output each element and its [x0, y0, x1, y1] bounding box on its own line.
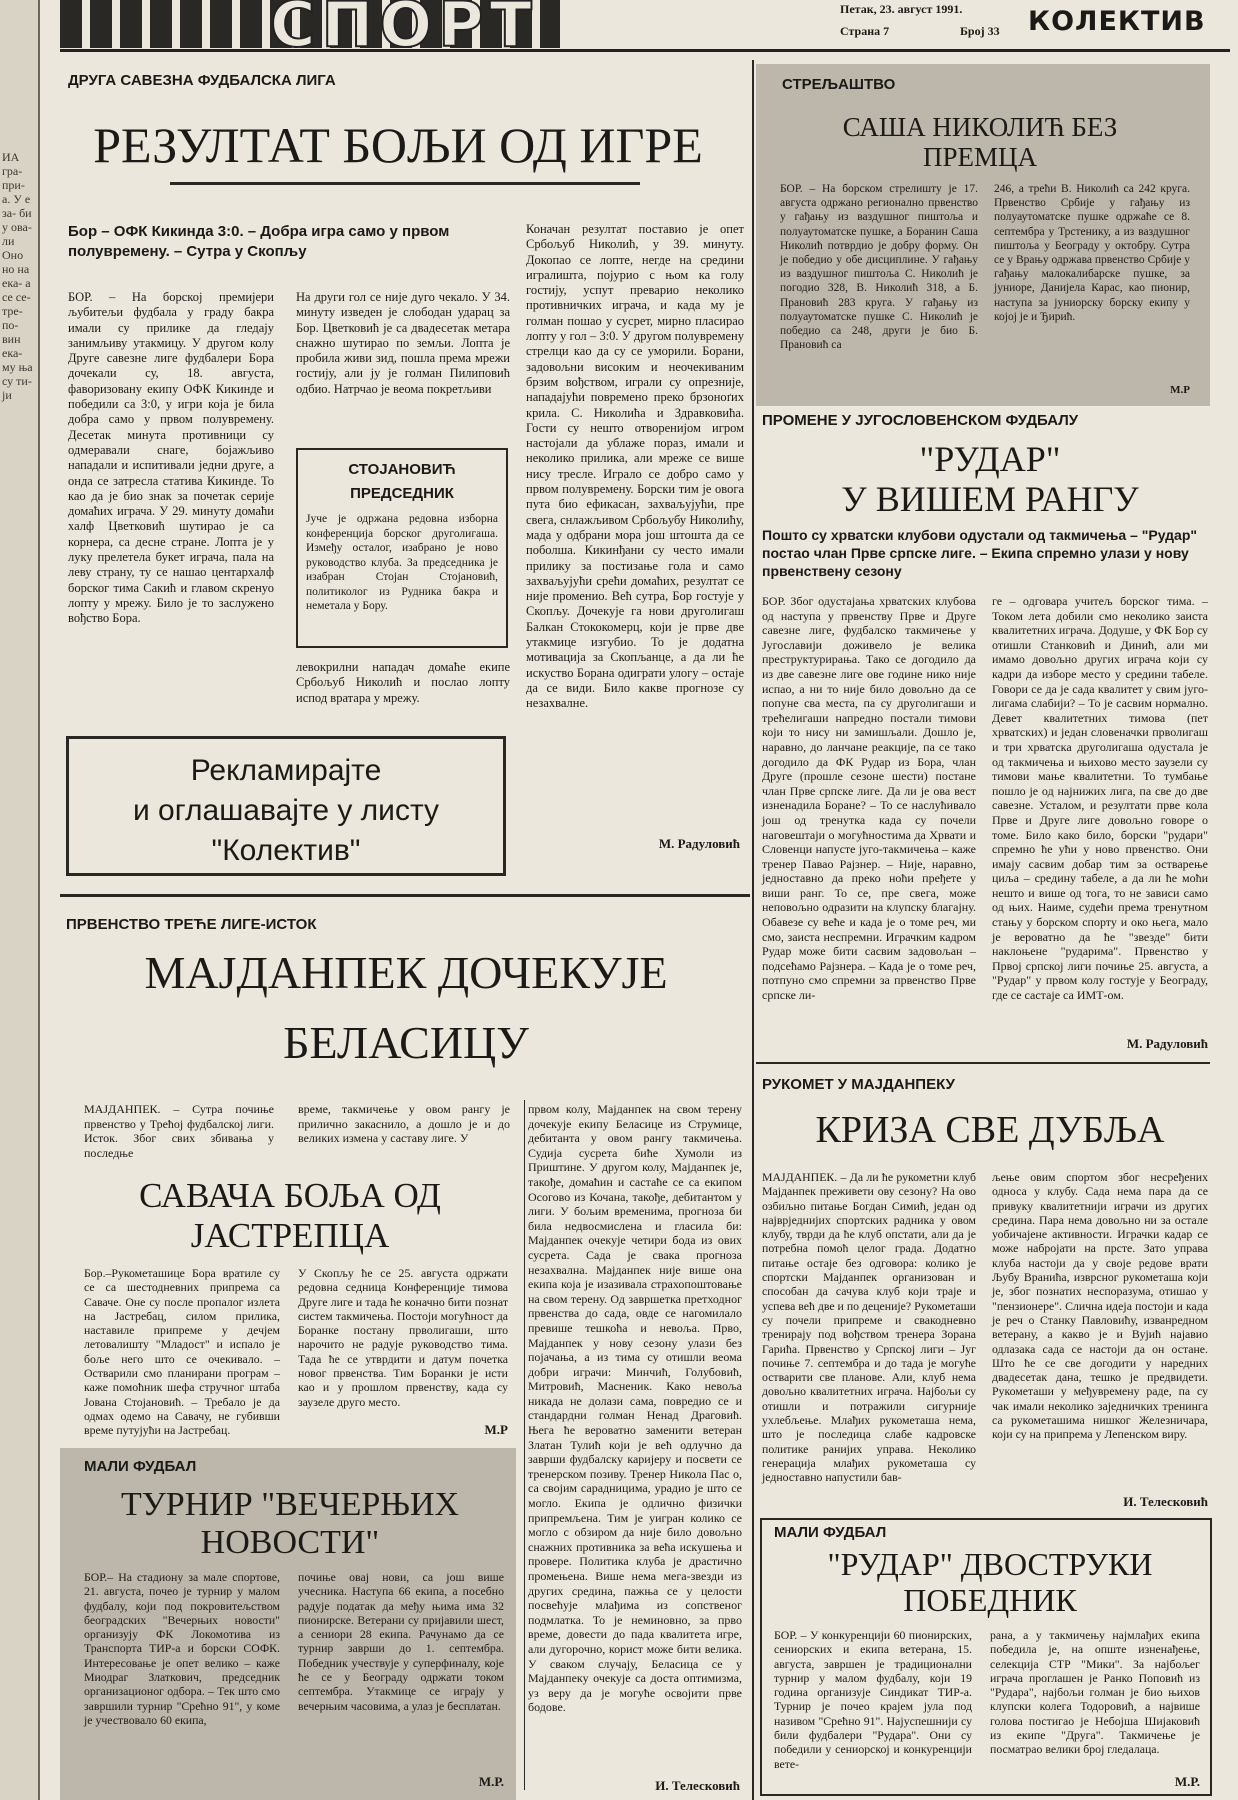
article6-signature: М.Р. [478, 1774, 504, 1789]
masthead [60, 0, 1230, 61]
article7-column-1: МАЈДАНПЕК. – Да ли ће рукометни клуб Мајданпек преживети ову сезону? На ово озбиљно питање Богдан Симић, један од најврједнијих спортских радника у овом клубу, тврди да ће клуб опстати, али да је потребна помоћ целог града. Додатно питање остаје без одговора: колико је спортски Мајданпек организован и способан да сачува клуб који траје и успева већ две и по деценије? Рукометаши су почели припреме и свакодневно тренирају под вођством тренера Зорана Гарића. Првенство у Српској лиги – Југ почиње 7. септембра и до тада је могуће остварити све планове. Али, клуб нема довољно квалитетних играча. Најбољи су отишли и потражили сигурније ухлебљење. Млађих рукометаша нема, што је последица слабе кадровске политике ранијих управа. Неколико генерација млађих рукометаша су једноставно напустили бав- [762, 1170, 976, 1485]
ad-line-1: Рекламирајте [190, 754, 382, 787]
article4-headline-2: БЕЛАСИЦУ [283, 1017, 529, 1068]
article3-deck: Пошто су хрватски клубови одустали од такмичења – "Рудар" постао члан Прве српске лиге. – Екипа спремно улази у нову првенствену сезону [762, 527, 1198, 580]
box-text: Јуче је одржана редовна изборна конференција борског друголигаша. Између осталог, изабрано је ново руководство клуба. За председника је изабран Стојан Стојановић, политиколог из Рудника бакра и неметала у Бору. [306, 513, 498, 612]
stojanovic-box [296, 448, 508, 648]
article2-signature: М.Р [1170, 384, 1190, 396]
article2-column-2: 246, а трећи В. Николић са 242 круга. Првенство Србије у гађању из полуаутоматске пушке одржаће се 8. септембра у Трстенику, а из ваздушног пиштоља у Београду у октобру. Сутра се у Врању одржава првенство Србије у гађању малокалибарске пушке, за јуниоре, Данијела Карас, као пионир, наступа за јуниорску борску екипу у којој је и Ђирић. [994, 183, 1190, 323]
article6-column-2: почиње овај нови, са још више учесника. Наступа 66 екипа, а посебно радује податак да међу њима има 32 пионирске. Ветерани су пријавили шест, а сениори 28 екипа. Рачунамо да се турнир заврши до 1. септембра. Победник учествује у суперфиналу, које ће се у Београду одржати током септембра. Утакмице се играју у вечерњим часовима, а улаз је бесплатан. [298, 1570, 504, 1713]
article6-headline-2: НОВОСТИ" [200, 1524, 380, 1561]
article8-kicker: МАЛИ ФУДБАЛ [774, 1524, 887, 1541]
article2-kicker: СТРЕЉАШТВО [782, 76, 896, 93]
column-rule [524, 1100, 525, 1790]
article5-column-2: У Скопљу ће се 25. августа одржати редовна седница Конференције тимова Друге лиге и тада ће коначно бити познат систем такмичења. Постоји могућност да Боранке постану прволигаши, што нарочито не радује руководство тима. Тада ће се утврдити и датум почетка новог првенства. Тим Боранки је исти као и у прошлом првенству, када су заузеле друго место. [298, 1266, 508, 1409]
article3-headline-2: У ВИШЕМ РАНГУ [841, 479, 1139, 519]
article4-column-1: МАЈДАНПЕК. – Сутра почиње првенство у Трећој фудбалској лиги. Исток. Због свих збивања у последње [84, 1102, 274, 1160]
article6-column-1: БОР.– На стадиону за мале спортове, 21. августа, почео је турнир у малом фудбалу, који под покровитељством београдских "Вечерњих новости" организују ФК Локомотива из Транспорта ТИР-а и борски СОФК. Интересовање је опет велико – каже Миодраг Златкович, председник организационог одбора. – Тек што смо завршили турнир "Срећно 91", у коме је учествовало 60 екипа, [84, 1570, 280, 1727]
article1-column-2b: левокрилни нападач домаће екипе Србољуб Николић и послао лопту испод вратара у мрежу. [296, 660, 510, 705]
article8-column-2: рана, а у такмичењу најмлађих екипа победила је, на општe изненађење, селекција СТР "Мики". За најбољег играча проглашен је Ранко Поповић из "Рудара", најбољи голман је био њихов клупски колега Тодоровић, а највише голова постигао је Небојша Шијаковић из екипе "Друга". Такмичење је посматрао велики број гледалаца. [990, 1628, 1200, 1757]
section-divider [60, 894, 750, 897]
article8-headline-1: "РУДАР" ДВОСТРУКИ [827, 1546, 1153, 1582]
ad-line-3: "Колектив" [211, 834, 361, 867]
article8-column-1: БОР. – У конкуренцији 60 пионирских, сениорских и екипа ветерана, 15. августа, завршен је традиционални турнир у малом фудбалу, који 19 година организује Синдикат ТИР-а. Турнир је почео крајем јула под називом "Срећно 91". Најуспешнији су били фудбалери "Рудара". Они су победили у сениорској и конкуренцији вете- [774, 1628, 972, 1771]
ad-line-2: и оглашавајте у листу [132, 794, 440, 827]
article5-headline-2: ЈАСТРЕПЦА [190, 1216, 390, 1255]
adjacent-page-edge [0, 0, 40, 1800]
article7-signature: И. Телесковић [1123, 1494, 1208, 1509]
article4-headline-1: МАЈДАНПЕК ДОЧЕКУЈЕ [144, 947, 668, 998]
section-banner [60, 0, 560, 61]
article5-signature: М.Р [484, 1422, 508, 1437]
article1-headline: РЕЗУЛТАТ БОЉИ ОД ИГРЕ [93, 117, 703, 173]
article4-signature: И. Телесковић [655, 1778, 740, 1793]
article1-column-3: Коначан резултат поставио је опет Србољуб Николић, у 39. минуту. Докопао се лопте, негде на средини игралишта, појурио с њом ка голу гостију, успут преварио неколико противничких играча, и када му је голман пошао у сусрет, мирно пласирао лопту у гол – 3:0. У другом полувремену стрелци као да су се уморили. Борани, задовољни високим и неочекиваним брзим вођством, играли су опрезније, нападајући повремено преко брзоноґих крила. С. Николића и Здравковића. Гости су нешто отворенијом игром настојали да ублаже пораз, имали и неколико прилика, али мреже се више нису тресле. Играло се добро само у првом полувремену. Борски тим је овога пута био ефикасан, захваљујући, пре свега, снлажљивом Србољубу Николићу, мада у одбрани мора још штошта да се поболша. Кикинђани су често имали прилику за постизање гола и само захваљујући срећи домаћих, резултат се није променио. Већ сутра, Бор гостује у Скопљу. Дочекује га нови друголигаш Балкан Стококомерц, који је прве две утакмице изгубио. То је додатна мотивација за Скопљанце, а да ли ће искуство Борана одиграти улогу – остаје да се види. Било какве прогнозе су незахвалне. [526, 222, 744, 711]
headline-underline [170, 182, 640, 185]
article1-signature: М. Радуловић [658, 836, 740, 851]
article5-headline-1: САВАЧА БОЉА ОД [139, 1176, 441, 1215]
article3-headline-1: "РУДАР" [919, 439, 1061, 479]
article7-headline: КРИЗА СВЕ ДУБЉА [815, 1109, 1165, 1151]
article3-signature: М. Радуловић [1126, 1036, 1208, 1051]
article4-kicker: ПРВЕНСТВО ТРЕЋЕ ЛИГЕ-ИСТОК [66, 916, 317, 933]
article5-column-1: Бор.–Рукометашице Бора вратиле су се са шестодневних припрема са Саваче. Оне су после пропалог излета на Јастребац, силом прилика, наставиле припреме у дечјем летовалишту "Младост" и испало је боље него што се очекивало. – Остварили смо планирани програм – каже помоћник шефа стручног штаба Јована Стојановић. – Требало је да одмах одемо на Савачу, не губивши време путујући на Јастребац. [84, 1266, 280, 1438]
article2-column-1: БОР. – На борском стрелишту је 17. августа одржано регионално првенство у гађању из ваздушног пиштоља и полуаутоматске пушке, а Боранин Саша Николић потврдио је добру форму. Он је победио у обе дисциплине. У гађању из ваздушног пиштоља С. Николић је погодио 328, В. Николић 318, а Б. Прановић 283 круга. У гађању из полуаутоматске пушке С. Николић је победио са 248, други је био Б. Прановић са [780, 183, 978, 352]
section-title: СПОРТ [270, 0, 538, 61]
article4-column-2: време, такмичење у овом рангу је прилично закаснило, а дошло је и до великих измена у саставу лиге. У [298, 1102, 510, 1146]
article3-kicker: ПРОМЕНЕ У ЈУГОСЛОВЕНСКОМ ФУДБАЛУ [762, 412, 1079, 429]
article6-kicker: МАЛИ ФУДБАЛ [84, 1458, 197, 1475]
article7-kicker: РУКОМЕТ У МАЈДАНПЕКУ [762, 1076, 955, 1093]
advertisement-box [66, 736, 506, 876]
article7-column-2: љење овим спортом због несређених односа у клубу. Сада нема пара да се привуку квалитетнији играчи из других средина. Пара нема довољно ни за остале уобичајене активности. Играчки кадар се може набројати на прсте. Зато управа клуба настоји да у своје редове врати Љубу Вранића, изврсног рукометаша који је, због познатих неспоразума, отишао у "пензионере". Слична идеја постоји и када је реч о Станку Павловићу, изванредном ветерану, а какво је и Вујић најавио одлазака сада се настоји да он остане. Што ће се све догодити у наредних двадесетак дана, тешко је предвидети. Рукометаши у међувремену раде, па су чак имали неколико заједничких тренинга са рукометашима нишког Железничара, који су на припрема у Лепенском виру. [992, 1170, 1208, 1442]
newspaper-logo: КОЛЕКТИВ [1028, 6, 1206, 37]
article3-column-1: БОР. Због одустајања хрватских клубова од наступа у првенству Прве и Друге савезне лиге, фудбалско такмичење у Југославији доживело је велика преструктурирања. Тако се догодило да из две савезне лиге ове године нико није испао, а ни то није било довољно да се попуне сва места, па су друголигаши и трећелигаши напредно постали тимови који то нису ни замишљали. Дошло је, наравно, до ланчане реакције, па се тако догодило да ФК Рудар из Бора, члан Друге (прошле сезоне шести) постане члан Прве српске лиге. Да ли је ова вест изненадила Боране? – То се наслућивало још од тренутка када су почели наговештаји о могућностима да Хрвати и Словенци напусте југо-такмичења – каже тренер Павао Рајзнер. – Није, наравно, једноставно да преко ноћи пређете у виши ранг. То се, пре свега, може неповољно одразити на клупску благајну. Обавезе су веће и када је о томе реч, ми смо, заиста неспремни. Играчким кадром Рудар може бити сасвим задовољан – подсећамо Рајзнера. – Када је о томе реч, потпуно смо спремни за првенство Прве српске ли- [762, 594, 976, 1003]
vertical-column-rule [752, 60, 754, 1800]
section-divider-right [756, 1062, 1210, 1064]
article4-column-3: првом колу, Мајданпек на свом терену дочекује екипу Беласице из Струмице, дебитанта у овом рангу такмичења. Судија сусрета биће Хумоли из Приштине. У другом колу, Мајданпек је, такође, домаћин и састаће се са екипом Осогово из Кочана, такође, дебитантом у лиги. У бољим временима, прогноза би била недвосмислена и гласила би: Мајданпек очекује четири бода из ових сусрета. Сада је свака прогноза незахвална. Мајданпек није више она екипа која је изазивала страхопоштовање на свом терену. Од завршетка претходног првенства до сада, овде се нагомилало превише тешкоћа и невоља. Прво, Мајданпек у нову сезону улази без појачања, а из тима су отишли веома добри играчи: Минчић, Голубовић, Митровић, Масненик. Како невоља никада не долази сама, повредио се и стандардни голман Ненад Драговић. Њега ће вероватно заменити ветеран Златан Тулић који је већ одлучно да заврши фудбалску каријеру и посвети се тренерском позиву. Тренер Никола Пас о, са својим сарадницима, урадио је што се могло. Екипа је одлично физички припремљена. Тим је уигран колико се могло с обзиром да није било довољно снажних противника за већа искушења и провере. Политика клуба је драстично промењена. Више нема мега-звезди из других средина, пажња се у целости посвећује млађима из сопственог подмлатка. То је неминовно, за прво време, довести до пада квалитета игре, али дугорочно, корист може бити велика. У сваком случају, Беласица се у Мајданпеку очекује са доста оптимизма, уз веру да је могуће освојити прве бодове. [528, 1102, 742, 1715]
issue-number: Број 33 [960, 24, 1000, 38]
article1-column-1: БОР. – На борској премијери љубитељи фудбала у граду бакра имали су прилике да гледају занимљиву утакмицу. У другом колу Друге савезне лиге фудбалери Бора дочекали су, 18. августа, фаворизовану екипу ОФК Кикинде и победили са 3:0, у игри која је била добра само у првом полувремену. Десетак минута противници су одмеравали снаге, бојажљиво нападали и испитивали једни друге, а онда се затресла статива Кикинде. То као да је био знак за почетак серије домаћих играча. У 29. минуту домаћи халф Цветковић шутирао је са корнера, са десне стране. Лопта је у луку прелетела букет играча, пала на леву страну, ту се нашао центархалф борског тима Сакић и главом скренуо лопту у мрежу. Било је то заслужено вођство Бора. [68, 290, 274, 626]
page-number: Страна 7 [840, 24, 890, 38]
article1-kicker: ДРУГА САВЕЗНА ФУДБАЛСКА ЛИГА [68, 72, 336, 89]
article1-column-2: На други гол се није дуго чекало. У 34. минуту изведен је слободан ударац за Бор. Цветковић је са двадесетак метара снажно шутирао по земљи. Лопта је пробила живи зид, пошла према мрежи гостију, али ју је голман Пилиповић одбио. Натрчао је веома покретљиви [296, 290, 510, 396]
article3-column-2: ге – одговара учитељ борског тима. – Током лета добили смо неколико заиста квалитетних играча. Додуше, у ФК Бор су отишли Станковић и Динић, али ми имамо довољно других играча који су кадри да изборе место у средини табеле. Говори се да је сада квалитет у свим југо-лигама слабији? – То је сасвим нормално. Девет квалитетних тимова (пет хрватских) и један словеначки прволигаш и три хрватска друголигаша одустала је од такмичења и њихово место заузели су тимови мање квалитетни. То тумбање пошло је од најнижих лига, па све до две савезне. Усталом, и резултати прве кола Прве и Друге лиге довољно говоре о томе. Било како било, борски "рудари" спремно ће ући у ново првенство. Они имају сасвим добар тим за остварење циља – средину табеле, а да ли ће моћи нешто и више од тога, то не зависи само од њих. Наиме, судећи према тренутном стању у борском спорту и око њега, мало је вероватно да ће "звезде" бити наклоњене "рударима". Првенство у Првој српској лиги почиње 25. августа, а "Рудар" у првом колу гостује у Београду, где се састаје са ИМТ-ом. [992, 594, 1208, 1003]
issue-date: Петак, 23. август 1991. [840, 2, 963, 16]
article6-headline-1: ТУРНИР "ВЕЧЕРЊИХ [120, 1486, 460, 1523]
article2-headline: САША НИКОЛИЋ БЕЗ ПРЕМЦА [842, 112, 1118, 172]
adjacent-page-text: ИА гра- при- а. У е за- би у ова- ли Оно но на ека- а се се- тре- по- вин ека- му ња су ти- ји [2, 150, 33, 402]
article1-deck: Бор – ОФК Кикинда 3:0. – Добра игра само у првом полувремену. – Сутра у Скопљу [68, 223, 450, 260]
article8-headline-2: ПОБЕДНИК [903, 1582, 1077, 1618]
box-headline: СТОЈАНОВИЋ ПРЕДСЕДНИК [348, 461, 456, 502]
article8-signature: М.Р. [1174, 1774, 1200, 1789]
